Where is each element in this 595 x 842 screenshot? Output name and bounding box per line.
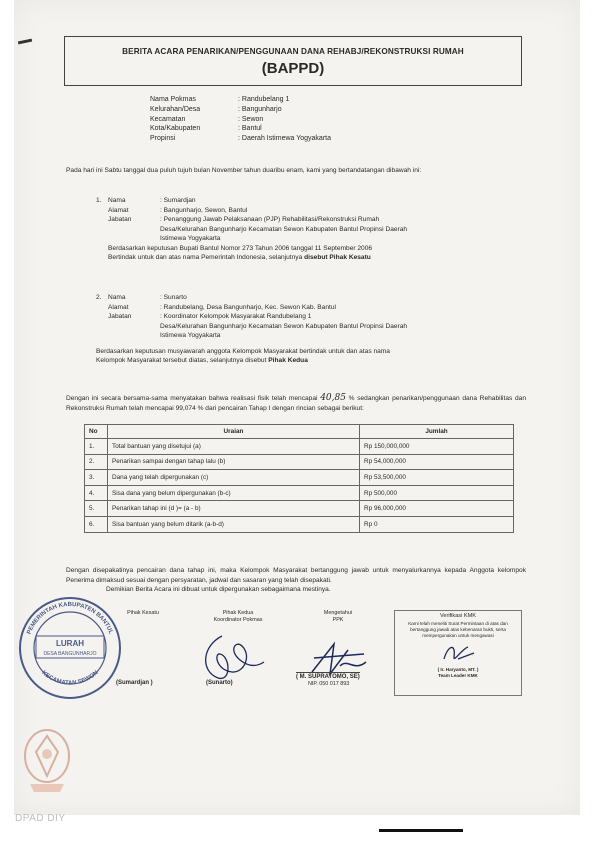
bottom-bar <box>379 829 463 832</box>
signature-area <box>108 610 528 700</box>
watermark: DPAD DIY <box>15 813 66 824</box>
title-box <box>64 36 522 86</box>
handwritten-percentage: 40,85 <box>320 393 346 403</box>
info-row: Propinsi : Daerah Istimewa Yogyakarta <box>150 135 331 143</box>
intro-paragraph: Pada hari ini Sabtu tanggal dua puluh tujuh bulan November tahun duaribu enam, kami yang bertandatangan dibawah ini: <box>66 167 422 174</box>
ppk-nip: NIP. 050 017 893 <box>308 681 350 687</box>
closing-paragraph: Dengan disepakatinya pencairan dana tahap ini, maka Kelompok Masyarakat bertanggung jawab untuk menyalurkannya kepada Anggota kelompok Penerima dimaksud sesuai dengan persyaratan, jadwal dan sasaran yang telah disepakati. Demikian Berita Acara ini dibuat untuk dipergunakan sebagaimana mestinya. <box>66 567 526 593</box>
signature-haryanto <box>438 639 478 665</box>
svg-text:KECAMATAN SEWON: KECAMATAN SEWON <box>40 670 100 687</box>
table-row: 5. Penarikan tahap ini (d )= (a - b) Rp 96,000,000 <box>85 501 514 517</box>
pokmas-info <box>150 95 331 144</box>
signature-party-one: Pihak Kesatu <box>127 610 159 616</box>
official-seal-stamp <box>14 592 126 704</box>
svg-text:DESA BANGUNHARJO: DESA BANGUNHARJO <box>43 651 97 657</box>
party-one: 1. Nama : Sumardjan Alamat : Bangunharjo, Sewon, Bantul Jabatan : Penanggung Jawab Pelaksanaan (PJP) Rehabilitasi/Rekonstruksi Rumah Desa/Kelurahan Bangunharjo Kecamatan Sewon Kabupaten Bantul Propinsi Daerah Istimewa Yogyakarta Berdasarkan keputusan Bupati Bantul Nomor 273 Tahun 2006 tanggal 11 September 2006 Bertindak untuk dan atas nama Pemerintah Indonesia, selanjutnya disebut Pihak Kesatu <box>96 196 516 263</box>
fund-details-table <box>84 424 514 533</box>
party-one-signature-name: (Sumardjan ) <box>116 680 153 686</box>
table-row: 4. Sisa dana yang belum dipergunakan (b-c) Rp 500,000 <box>85 485 514 501</box>
party-two-name: : Sunarto <box>160 294 187 301</box>
header-uraian: Uraian <box>108 425 360 439</box>
info-row: Kota/Kabupaten : Bantul <box>150 125 262 133</box>
info-row: Kecamatan : Sewon <box>150 115 264 123</box>
info-row: Kelurahan/Desa : Bangunharjo <box>150 105 282 113</box>
document-title: BERITA ACARA PENARIKAN/PENGGUNAAN DANA REHABJ/REKONSTRUKSI RUMAH <box>122 47 464 56</box>
svg-text:PEMERINTAH KABUPATEN BANTUL: PEMERINTAH KABUPATEN BANTUL <box>26 601 114 636</box>
table-row: 2. Penarikan sampai dengan tahap lalu (b) Rp 54,000,000 <box>85 454 514 470</box>
ppk-signature-name: ( M. SUPRATOMO, SE) <box>296 674 360 680</box>
info-row: Nama Pokmas : Randubelang 1 <box>150 96 290 103</box>
signature-ppk: Mengetahui PPK <box>323 610 353 623</box>
party-one-name: : Sumardjan <box>160 197 196 204</box>
table-row: 6. Sisa bantuan yang belum ditarik (a-b-d) Rp 0 <box>85 516 514 532</box>
header-jumlah: Jumlah <box>360 425 514 439</box>
signature-sunarto <box>192 626 272 688</box>
party-two-signature-name: (Sunarto) <box>206 680 233 686</box>
header-no: No <box>85 425 108 439</box>
document-abbreviation: (BAPPD) <box>261 60 325 77</box>
party-two: 2. Nama : Sunarto Alamat : Randubelang, Desa Bangunharjo, Kec. Sewon Kab. Bantul Jabatan : Koordinator Kelompok Masyarakat Randubelang 1 Desa/Kelurahan Bangunharjo Kecamatan Sewon Kabupaten Bantul Propinsi Daerah Istimewa Yogyakarta Berdasarkan keputusan musyawarah anggota Kelompok Masyarakat bertindak untuk dan atas nama Kelompok Masyarakat tersebut diatas, selanjutnya disebut Pihak Kedua <box>96 293 516 366</box>
statement-paragraph: Dengan ini secara bersama-sama menyatakan bahwa realisasi fisik telah mencapai 40,85 % sedangkan penarikan/penggunaan dana Rehabilitas dan Rekonstruksi Rumah telah mencapai 99,074 % dari pencairan Tahap I dengan rincian sebagai berikut: <box>66 393 526 412</box>
svg-text:LURAH: LURAH <box>56 639 84 648</box>
table-row: 3. Dana yang telah dipergunakan (c) Rp 53,500,000 <box>85 470 514 486</box>
table-header-row <box>85 425 514 439</box>
table-row: 1. Total bantuan yang disetujui (a) Rp 150,000,000 <box>85 439 514 455</box>
verification-box: Verifikasi KMK Kami telah meneliti Surat Permintaan di atas dan bertanggung jawab atas kebenaran bukti, serta mempergunakan untuk mengawasi ( Ir. Haryanto, MT. ) Team Leader KMK <box>394 610 522 696</box>
signature-party-two: Pihak Kedua Koordinator Pokmas <box>213 610 263 623</box>
dpad-logo-icon <box>20 726 74 794</box>
